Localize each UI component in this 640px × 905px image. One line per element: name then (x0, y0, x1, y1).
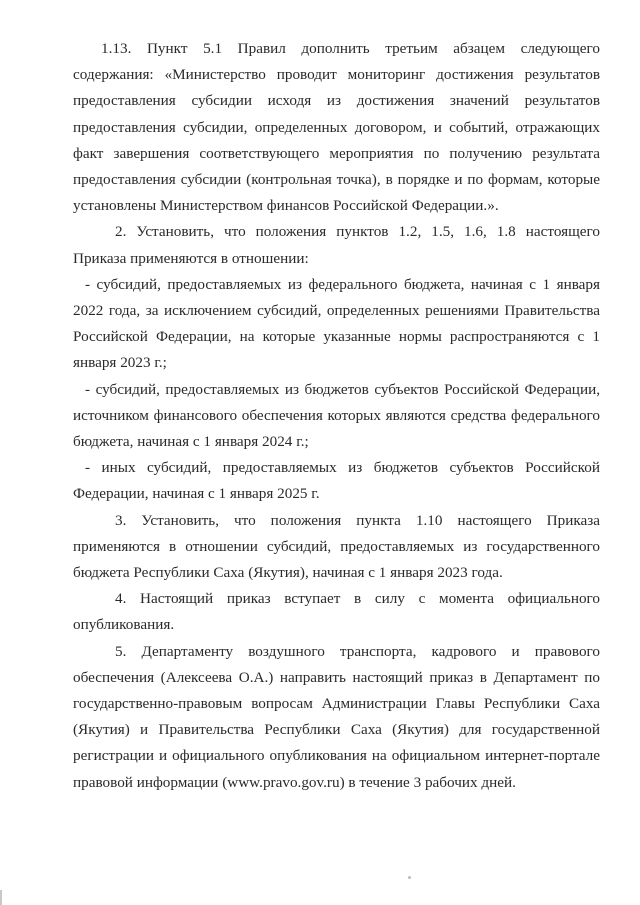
paragraph-5: 5. Департаменту воздушного транспорта, кадрового и правового обеспечения (Алексеева О.А.) направить настоящий приказ в Департамент по государственно-правовым вопросам Администрации Главы Республики Саха (Якутия) и Правительства Республики Саха (Якутия) для государственной регистрации и официального опубликования на официальном интернет-портале правовой информации (www.pravo.gov.ru) в течение 3 рабочих дней. (73, 642, 600, 791)
scan-edge-mark (0, 890, 2, 905)
list-item-regional-budget: - субсидий, предоставляемых из бюджетов субъектов Российской Федерации, источником финансового обеспечения которых являются средства федерального бюджета, начиная с 1 января 2024 г.; (73, 380, 600, 451)
list-item-other-subsidies: - иных субсидий, предоставляемых из бюджетов субъектов Российской Федерации, начиная с 1 января 2025 г. (73, 459, 600, 503)
paragraph-1-13: 1.13. Пункт 5.1 Правил дополнить третьим абзацем следующего содержания: «Министерство проводит мониторинг достижения результатов предоставления субсидии исходя из достижения значений результатов предоставления субсидии, определенных договором, и событий, отражающих факт завершения соответствующего мероприятия по получению результата предоставления субсидии (контрольная точка), в порядке и по формам, которые установлены Министерством финансов Российской Федерации.». (73, 40, 600, 215)
paragraph-2: 2. Установить, что положения пунктов 1.2, 1.5, 1.6, 1.8 настоящего Приказа применяются в отношении: (73, 223, 600, 267)
paragraph-3: 3. Установить, что положения пункта 1.10 настоящего Приказа применяются в отношении субсидий, предоставляемых из государственного бюджета Республики Саха (Якутия), начиная с 1 января 2023 года. (73, 511, 600, 582)
list-item-federal-budget: - субсидий, предоставляемых из федерального бюджета, начиная с 1 января 2022 года, за исключением субсидий, определенных решениями Правительства Российской Федерации, на которые указанные нормы распространяются с 1 января 2023 г.; (73, 275, 600, 372)
paragraph-4: 4. Настоящий приказ вступает в силу с момента официального опубликования. (73, 590, 600, 634)
scan-speck (408, 876, 411, 879)
document-page (73, 36, 600, 796)
